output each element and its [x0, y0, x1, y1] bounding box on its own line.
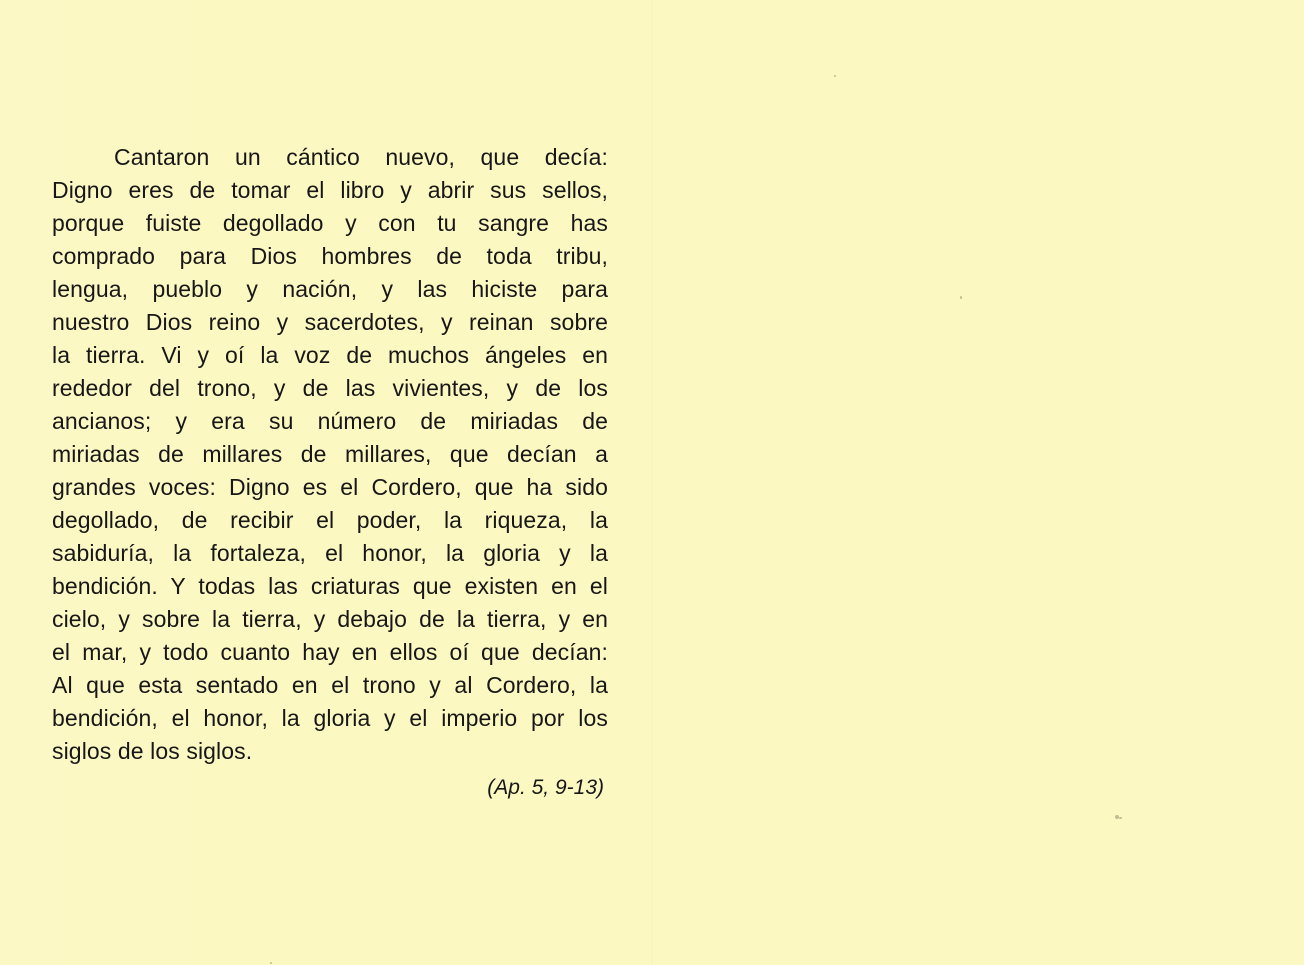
paragraph-line: ancianos; y era su número de miriadas de — [52, 408, 608, 434]
paragraph-line: rededor del trono, y de las vivientes, y de los — [52, 375, 608, 401]
paragraph-line: comprado para Dios hombres de toda tribu, — [52, 243, 608, 269]
scripture-text-block — [52, 141, 608, 821]
paper-speck — [270, 962, 272, 964]
paragraph-line: Digno eres de tomar el libro y abrir sus sellos, — [52, 177, 608, 203]
paragraph-line: Cantaron un cántico nuevo, que decía: — [114, 144, 608, 170]
paragraph-line: miriadas de millares de millares, que decían a — [52, 441, 608, 467]
scripture-citation: (Ap. 5, 9-13) — [487, 776, 604, 799]
paragraph-line: bendición. Y todas las criaturas que existen en el — [52, 573, 608, 599]
paragraph-line: Al que esta sentado en el trono y al Cordero, la — [52, 672, 608, 698]
paragraph-line: cielo, y sobre la tierra, y debajo de la tierra, y en — [52, 606, 608, 632]
right-page — [652, 0, 1304, 965]
paper-speck — [834, 75, 836, 77]
paragraph-line: grandes voces: Digno es el Cordero, que ha sido — [52, 474, 608, 500]
paper-speck — [960, 296, 962, 299]
paragraph-line: siglos de los siglos. — [52, 738, 253, 764]
paper-speck — [1119, 817, 1122, 819]
paragraph-line: el mar, y todo cuanto hay en ellos oí que decían: — [52, 639, 608, 665]
paragraph-line: degollado, de recibir el poder, la riqueza, la — [52, 507, 608, 533]
paragraph-line: la tierra. Vi y oí la voz de muchos ángeles en — [52, 342, 608, 368]
paragraph-line: bendición, el honor, la gloria y el imperio por los — [52, 705, 608, 731]
paragraph-line: porque fuiste degollado y con tu sangre has — [52, 210, 608, 236]
paragraph-line: lengua, pueblo y nación, y las hiciste para — [52, 276, 608, 302]
paragraph-line: nuestro Dios reino y sacerdotes, y reinan sobre — [52, 309, 608, 335]
paragraph-line: sabiduría, la fortaleza, el honor, la gloria y la — [52, 540, 608, 566]
